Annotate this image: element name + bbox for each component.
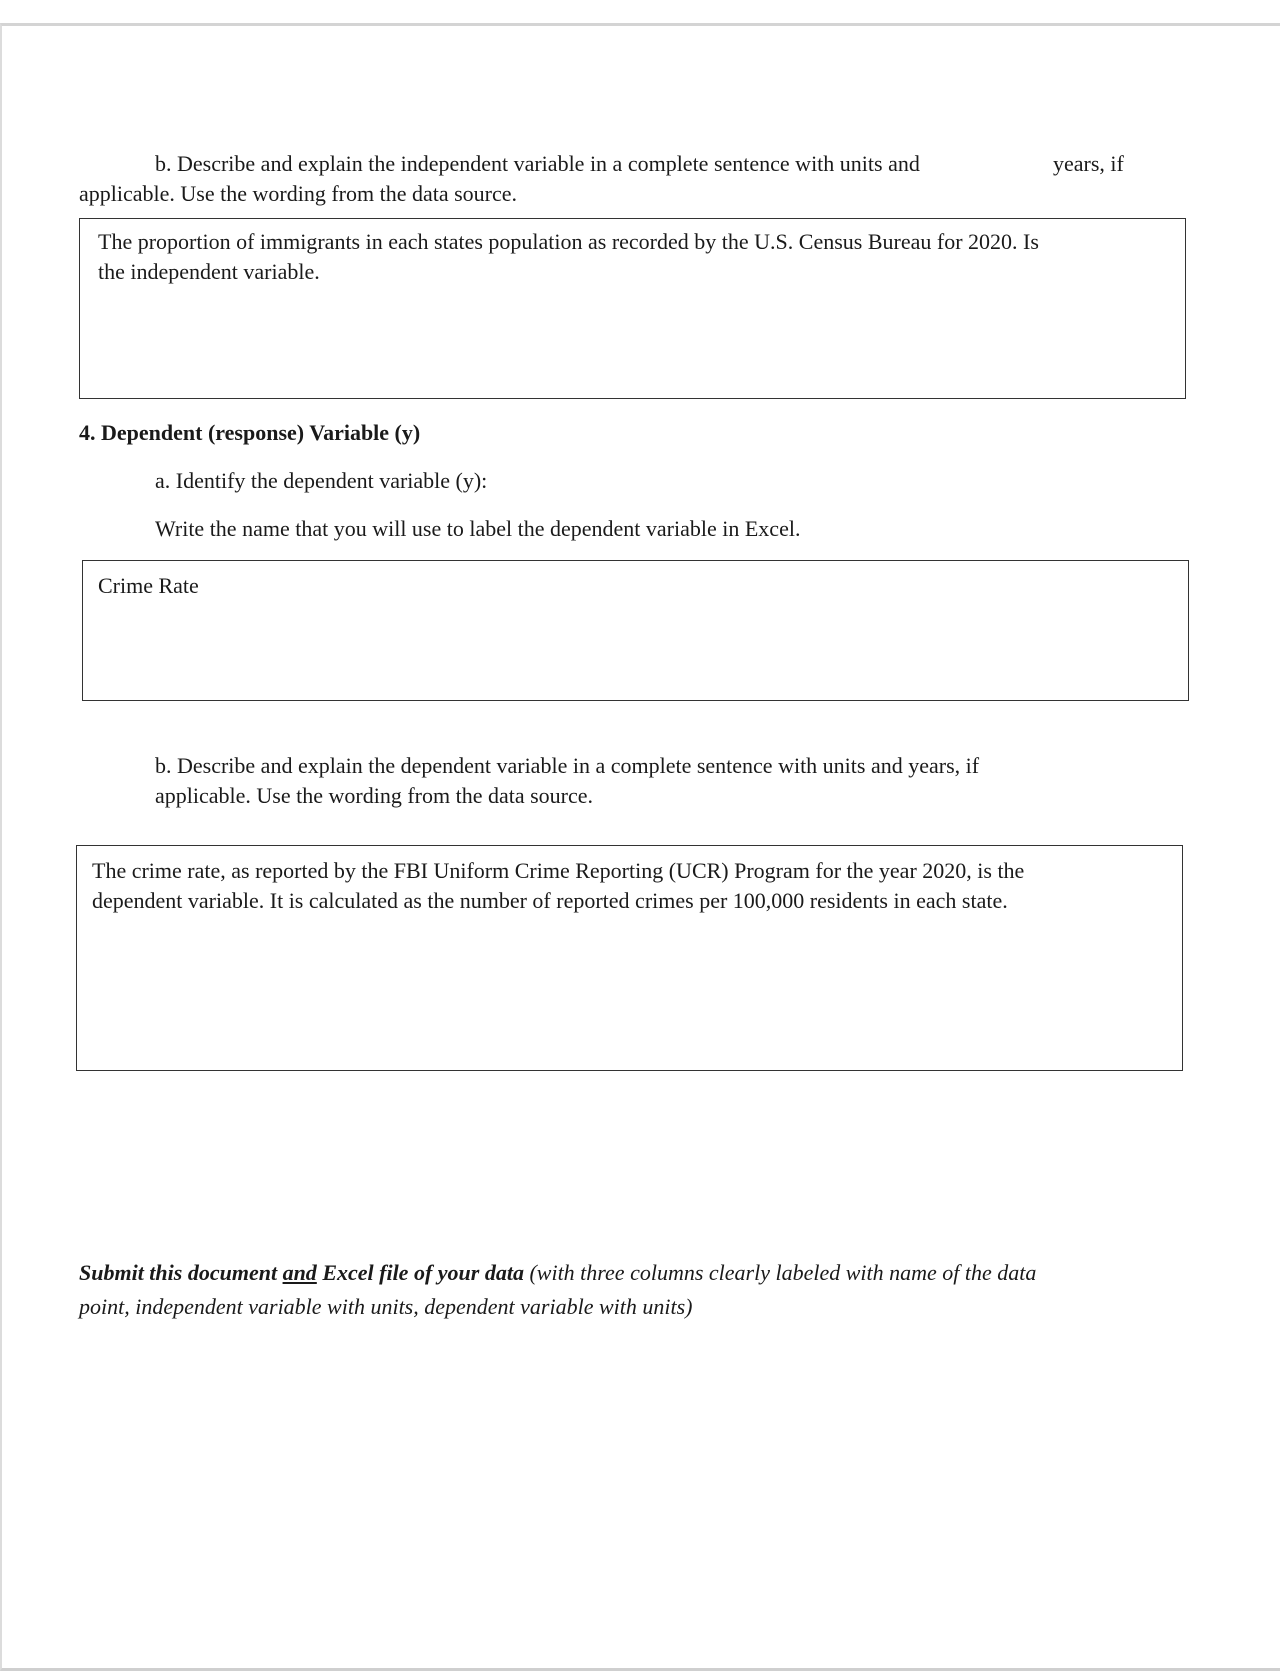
q4b-prompt-line2: applicable. Use the wording from the data source.	[155, 783, 594, 808]
q4b-prompt-line1: b. Describe and explain the dependent variable in a complete sentence with units and years, if	[155, 753, 980, 778]
q4a-prompt: a. Identify the dependent variable (y):	[155, 468, 488, 493]
submit-note-part1: (with three columns clearly labeled with name of the data	[523, 1260, 1037, 1285]
submit-note-part2: point, independent variable with units, dependent variable with units)	[79, 1294, 693, 1319]
submit-and: and	[282, 1260, 317, 1285]
q3b-prompt-line2: applicable. Use the wording from the data source.	[79, 181, 518, 206]
q3b-answer-box[interactable]	[79, 218, 1186, 399]
submit-bold-part1: Submit this document	[79, 1260, 283, 1285]
q4b-answer-box[interactable]	[76, 845, 1183, 1071]
q4b-answer-line1: The crime rate, as reported by the FBI Uniform Crime Reporting (UCR) Program for the year 2020, is the	[92, 858, 1025, 883]
q3b-answer-line2: the independent variable.	[98, 259, 320, 284]
q3b-prompt-line1-end: years, if	[1053, 151, 1124, 176]
q4b-answer-line2: dependent variable. It is calculated as the number of reported crimes per 100,000 residents in each state.	[92, 888, 1008, 913]
q3b-answer-line1: The proportion of immigrants in each states population as recorded by the U.S. Census Bureau for 2020. Is	[98, 229, 1039, 254]
q4a-answer-box[interactable]	[82, 560, 1189, 701]
q4-heading: 4. Dependent (response) Variable (y)	[79, 420, 421, 445]
q4a-answer: Crime Rate	[98, 573, 199, 598]
q4a-instruction: Write the name that you will use to label the dependent variable in Excel.	[155, 516, 801, 541]
submit-instruction-line1	[79, 1256, 1036, 1290]
submit-instruction-line2	[79, 1290, 692, 1324]
q3b-prompt-line1: b. Describe and explain the independent variable in a complete sentence with units and	[155, 151, 920, 176]
submit-bold-part2: Excel file of your data	[316, 1260, 524, 1285]
